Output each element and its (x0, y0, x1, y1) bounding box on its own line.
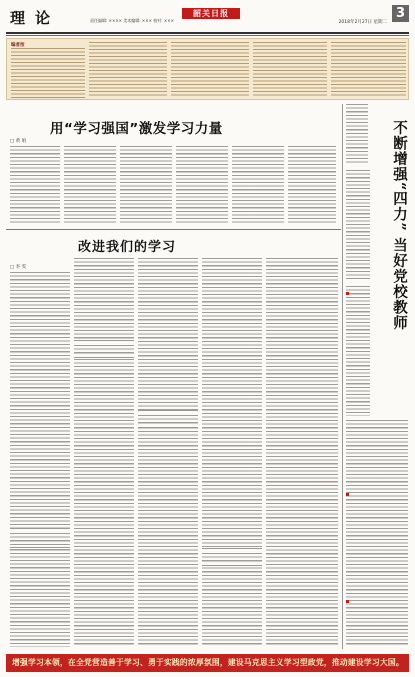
pull-quote (10, 528, 70, 548)
bottom-banner (6, 654, 409, 672)
article-body (10, 146, 60, 224)
side-subheading (346, 292, 370, 297)
pull-quote (74, 340, 134, 358)
editor-note-text (89, 42, 167, 98)
article-body (346, 170, 370, 280)
article-body (346, 420, 408, 646)
editor-note-text (11, 48, 85, 98)
article-body (346, 286, 370, 416)
article-body (138, 258, 198, 647)
issue-info: 责任编辑: ×××× 美术编辑: ××× 校对: ××× (90, 18, 174, 23)
masthead-rule (6, 32, 409, 34)
masthead (6, 5, 409, 31)
article-body (74, 258, 134, 647)
section-divider (6, 229, 341, 230)
editor-note-label: 编者按 (11, 43, 25, 48)
side-subheading (346, 600, 351, 605)
side-headline: 不断增强“四力” 当好党校教师 (391, 120, 408, 331)
article-body (176, 146, 228, 224)
square-bullet-icon (346, 292, 349, 295)
byline: □ 李 雯 (10, 265, 27, 270)
paper-logo: 韶关日报 (182, 8, 240, 19)
column-divider (342, 104, 343, 649)
pull-quote (138, 410, 198, 428)
article-body (64, 146, 116, 224)
article-body (10, 272, 70, 647)
square-bullet-icon (346, 493, 349, 496)
editor-note-strip (6, 38, 409, 100)
article-body (232, 146, 284, 224)
article-body (288, 146, 336, 224)
pull-quote (202, 548, 262, 566)
article-body (202, 258, 262, 647)
main-headline: 用“学习强国”激发学习力量 (50, 121, 223, 137)
page-number: 3 (392, 5, 409, 22)
section-title: 理论 (10, 9, 61, 27)
editor-note-text (331, 42, 406, 98)
square-bullet-icon (346, 600, 349, 603)
banner-slogan: 增强学习本领，在全党营造善于学习、勇于实践的浓厚氛围，建设马克思主义学习型政党，推动建设学习大国。 (12, 658, 404, 667)
article-body (266, 258, 338, 647)
issue-date: 2018年2月27日 星期二 (338, 20, 387, 25)
side-subheading (346, 493, 351, 498)
editor-note-text (171, 42, 249, 98)
second-headline: 改进我们的学习 (78, 240, 177, 255)
article-body (120, 146, 172, 224)
article-body (346, 104, 368, 164)
byline: □ 黄 娟 (10, 139, 27, 144)
masthead-rule-thin (6, 35, 409, 36)
editor-note-text (253, 42, 327, 98)
